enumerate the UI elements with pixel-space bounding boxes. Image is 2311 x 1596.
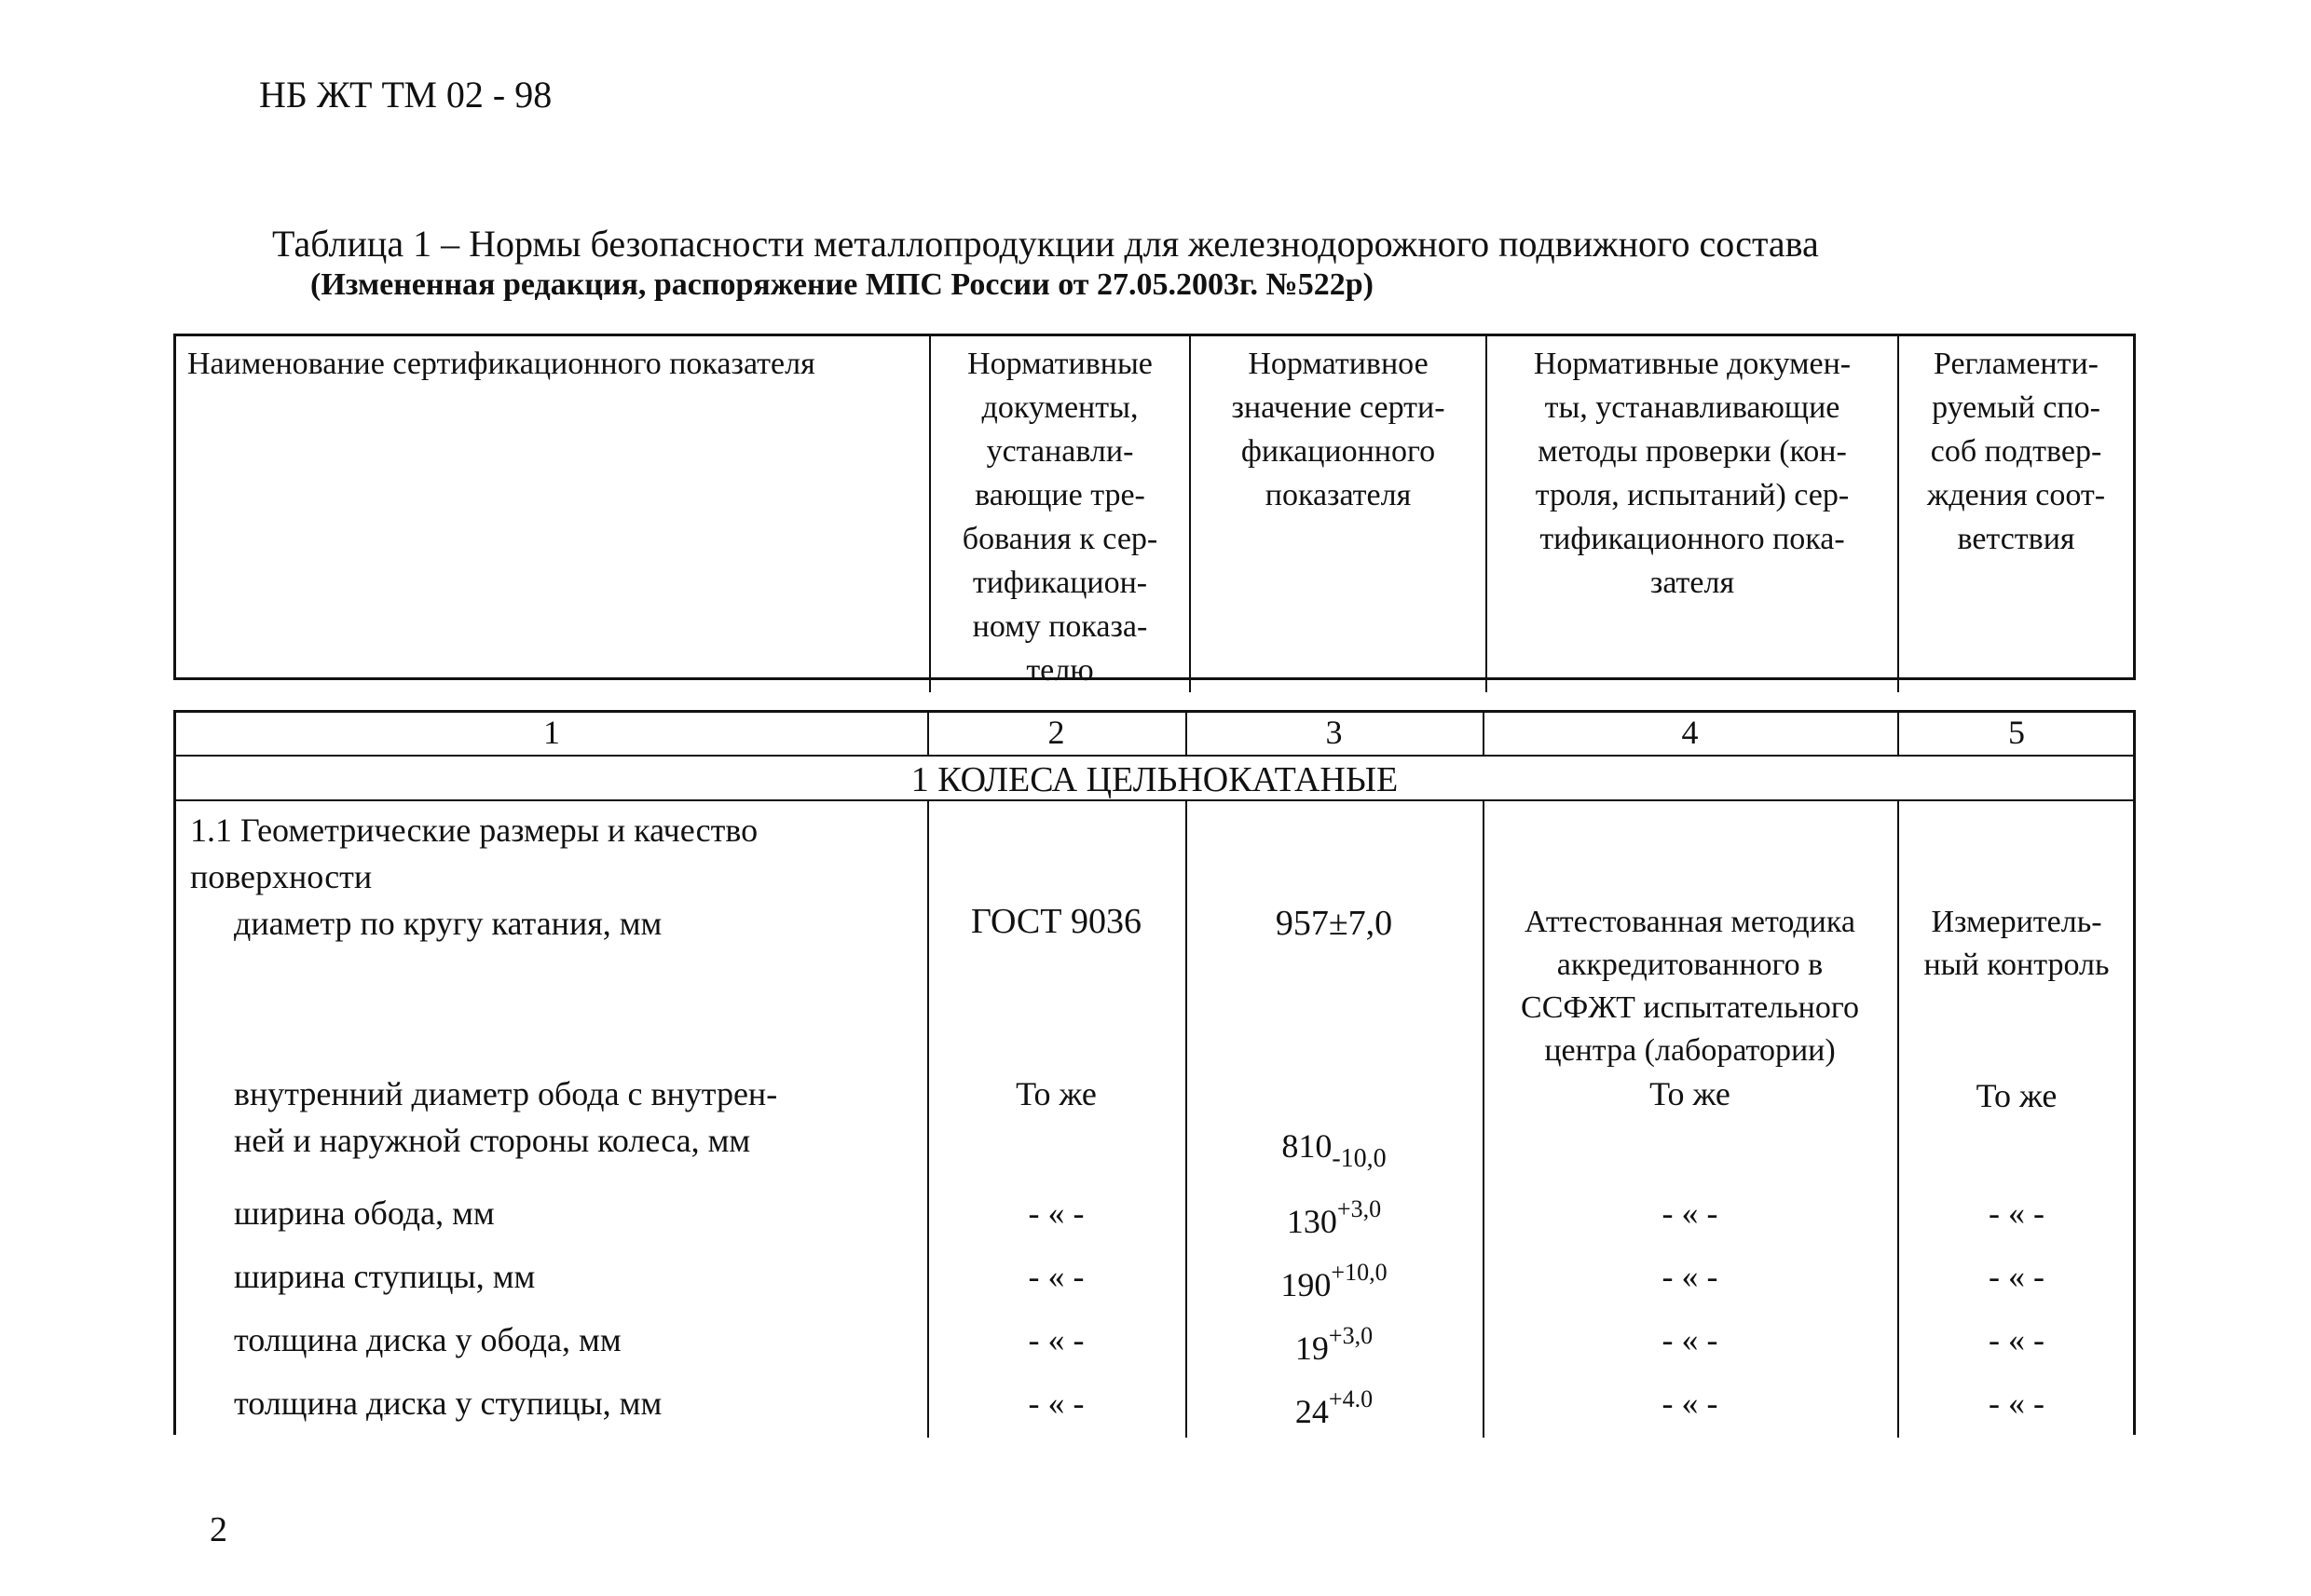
header-col-test-methods: Нормативные докумен- ты, устанавливающие методы проверки (кон- троля, испытаний) сер- тификационного пока- зателя xyxy=(1485,336,1897,692)
test-method: - « - xyxy=(1661,1258,1718,1295)
indicator-name: ней и наружной стороны колеса, мм xyxy=(234,1122,751,1159)
indicator-name: ширина ступицы, мм xyxy=(234,1258,536,1295)
normative-value: 957±7,0 xyxy=(1275,904,1393,943)
test-method: - « - xyxy=(1661,1321,1718,1358)
column-number: 3 xyxy=(1325,714,1343,751)
test-method: - « - xyxy=(1661,1194,1718,1232)
amendment-note: (Измененная редакция, распоряжение МПС России от 27.05.2003г. №522р) xyxy=(310,267,1374,302)
indicator-name: диаметр по кругу катания, мм xyxy=(234,905,663,942)
indicator-name: ширина обода, мм xyxy=(234,1194,495,1232)
column-number: 5 xyxy=(2008,714,2025,751)
confirmation-method: - « - xyxy=(1989,1194,2044,1232)
row-divider xyxy=(176,755,2133,757)
test-method: То же xyxy=(1649,1075,1730,1112)
normative-value: $19^{+3,0}$ xyxy=(1294,1322,1374,1367)
page-number: 2 xyxy=(210,1510,227,1549)
confirmation-method: - « - xyxy=(1989,1385,2044,1422)
normative-doc: - « - xyxy=(1028,1321,1085,1358)
normative-doc: - « - xyxy=(1028,1194,1085,1232)
group-title: 1.1 Геометрические размеры и качество xyxy=(190,812,759,849)
normative-value: $24^{+4.0}$ xyxy=(1294,1385,1374,1430)
document-code: НБ ЖТ ТМ 02 - 98 xyxy=(259,74,553,116)
group-title: поверхности xyxy=(190,858,373,895)
table-body xyxy=(173,710,2136,1435)
section-title: 1 КОЛЕСА ЦЕЛЬНОКАТАНЫЕ xyxy=(910,760,1399,799)
normative-doc: То же xyxy=(1016,1075,1097,1112)
normative-value: $130^{+3,0}$ xyxy=(1286,1195,1382,1240)
indicator-name: внутренний диаметр обода с внутрен- xyxy=(234,1075,778,1112)
confirmation-method: - « - xyxy=(1989,1258,2044,1295)
column-number: 4 xyxy=(1681,714,1699,751)
header-col-indicator: Наименование сертификационного показателя xyxy=(187,347,815,381)
normative-value: $190^{+10,0}$ xyxy=(1280,1259,1388,1303)
indicator-name: толщина диска у обода, мм xyxy=(234,1321,622,1358)
header-col-normative-docs: Нормативные документы, устанавли- вающие тре- бования к сер- тификацион- ному показа- телю xyxy=(929,336,1189,692)
column-number: 1 xyxy=(543,714,560,751)
normative-doc: - « - xyxy=(1028,1258,1085,1295)
header-col-normative-value: Нормативное значение серти- фикационного показателя xyxy=(1189,336,1485,692)
confirmation-method: То же xyxy=(1976,1077,2058,1114)
confirmation-method: Измеритель- ный контроль xyxy=(1923,905,2110,982)
table-header xyxy=(173,334,2136,688)
confirmation-method: - « - xyxy=(1989,1321,2044,1358)
normative-doc: - « - xyxy=(1028,1385,1085,1422)
table-title: Таблица 1 – Нормы безопасности металлопродукции для железнодорожного подвижного состава xyxy=(272,223,1819,265)
test-method: - « - xyxy=(1661,1385,1718,1422)
header-col-confirmation: Регламенти- руемый спо- соб подтвер- ждения соот- ветствия xyxy=(1897,336,2133,692)
indicator-name: толщина диска у ступицы, мм xyxy=(234,1385,663,1422)
normative-value: $810_{-10,0}$ xyxy=(1281,1127,1387,1173)
normative-doc: ГОСТ 9036 xyxy=(971,902,1142,941)
test-method: Аттестованная методика аккредитованного в ССФЖТ испытательного центра (лаборатории) xyxy=(1521,905,1859,1068)
column-number: 2 xyxy=(1047,714,1065,751)
